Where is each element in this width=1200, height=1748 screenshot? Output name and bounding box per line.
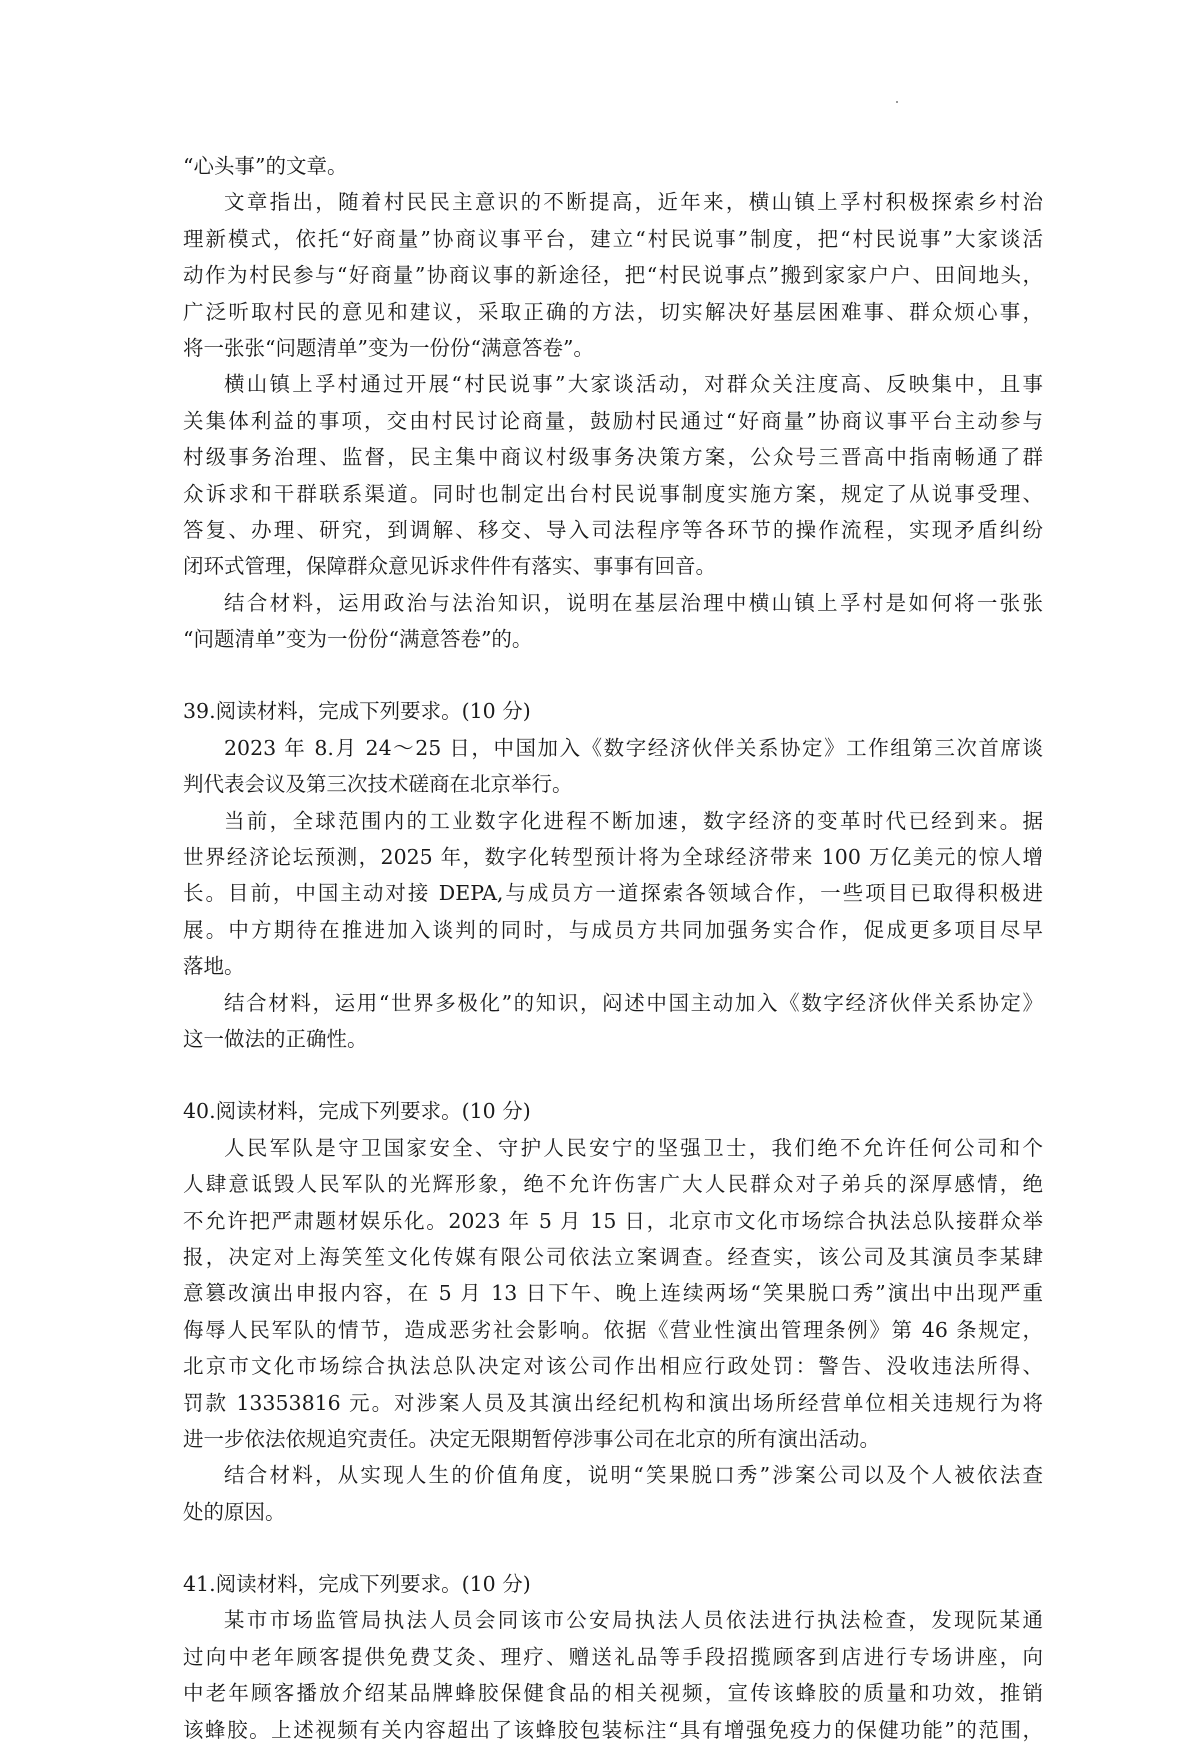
text-line: “问题清单”变为一份份“满意答卷”的。 [183, 627, 533, 652]
text-line: 进一步依法依规追究责任。决定无限期暂停涉事公司在北京的所有演出活动。 [183, 1426, 880, 1451]
question-40 [183, 1093, 1043, 1530]
q38-paragraph-2 [183, 366, 1043, 584]
text-line: 众诉求和干群联系渠道。同时也制定出台村民说事制度实施方案，规定了从说事受理、 [183, 481, 1043, 506]
question-heading: 40.阅读材料，完成下列要求。(10 分) [183, 1099, 531, 1124]
text-line: 侮辱人民军队的情节，造成恶劣社会影响。依据《营业性演出管理条例》第 46 条规定， [183, 1317, 1043, 1342]
exam-page [183, 148, 1043, 1748]
q38-paragraph-1 [183, 184, 1043, 366]
text-line: 动作为村民参与“好商量”协商议事的新途径，把“村民说事点”搬到家家户户、田间地头， [183, 263, 1043, 288]
text-line: 关集体利益的事项，交由村民讨论商量，鼓励村民通过“好商量”协商议事平台主动参与 [183, 408, 1043, 433]
text-line: 落地。 [183, 954, 245, 979]
text-line: 2023 年 8.月 24～25 日，中国加入《数字经济伙伴关系协定》工作组第三次首席谈 [224, 735, 1043, 760]
question-39 [183, 693, 1043, 1057]
text-line: 北京市文化市场综合执法总队决定对该公司作出相应行政处罚：警告、没收违法所得、 [183, 1354, 1043, 1379]
text-line: 结合材料，运用政治与法治知识，说明在基层治理中横山镇上孚村是如何将一张张 [224, 590, 1043, 615]
text-line: 报，决定对上海笑笙文化传媒有限公司依法立案调查。经查实，该公司及其演员李某肆 [183, 1244, 1043, 1269]
question-41 [183, 1566, 1043, 1748]
text-line: 某市市场监管局执法人员会同该市公安局执法人员依法进行执法检查，发现阮某通 [224, 1608, 1043, 1633]
text-line: 答复、办理、研究，到调解、移交、导入司法程序等各环节的操作流程，实现矛盾纠纷 [183, 517, 1043, 542]
text-line: 处的原因。 [183, 1499, 286, 1524]
question-heading: 39.阅读材料，完成下列要求。(10 分) [183, 699, 531, 724]
text-line: 村级事务治理、监督，民主集中商议村级事务决策方案，公众号三晋高中指南畅通了群 [183, 445, 1043, 470]
text-line: 文章指出，随着村民民主意识的不断提高，近年来，横山镇上孚村积极探索乡村治 [224, 190, 1043, 215]
section-gap [183, 1530, 1043, 1566]
text-line: 不允许把严肃题材娱乐化。2023 年 5 月 15 日，北京市文化市场综合执法总队接群众举 [183, 1208, 1043, 1233]
text-line: 中老年顾客播放介绍某品牌蜂胶保健食品的相关视频，宣传该蜂胶的质量和功效，推销 [183, 1681, 1043, 1706]
q38-question [183, 585, 1043, 658]
text-line: 结合材料，运用“世界多极化”的知识，闷述中国主动加入《数字经济伙伴关系协定》 [224, 990, 1043, 1015]
text-line: 该蜂胶。上述视频有关内容超出了该蜂胶包装标注“具有增强免疫力的保健功能”的范围， [183, 1717, 1043, 1742]
text-line: 这一做法的正确性。 [183, 1026, 368, 1051]
text-line: 将一张张“问题清单”变为一份份“满意答卷”。 [183, 335, 594, 360]
text-line: 罚款 13353816 元。对涉案人员及其演出经纪机构和演出场所经营单位相关违规行为将 [183, 1390, 1043, 1415]
section-gap [183, 657, 1043, 693]
text-line: 结合材料，从实现人生的价值角度，说明“笑果脱口秀”涉案公司以及个人被依法查 [224, 1463, 1043, 1488]
scan-speck [896, 101, 898, 103]
text-line: 判代表会议及第三次技术磋商在北京举行。 [183, 772, 573, 797]
text-line: 广泛听取村民的意见和建议，采取正确的方法，切实解决好基层困难事、群众烦心事， [183, 299, 1043, 324]
text-line: “心头事”的文章。 [183, 154, 348, 178]
section-gap [183, 1057, 1043, 1093]
text-line: 长。目前，中国主动对接 DEPA,与成员方一道探索各领域合作，一些项目已取得积极进 [183, 881, 1043, 906]
text-line: 人民军队是守卫国家安全、守护人民安宁的坚强卫士，我们绝不允许任何公司和个 [224, 1135, 1043, 1160]
question-heading: 41.阅读材料，完成下列要求。(10 分) [183, 1572, 531, 1597]
q38-continuation [183, 148, 1043, 184]
text-line: 世界经济论坛预测，2025 年，数字化转型预计将为全球经济带来 100 万亿美元的惊人增 [183, 845, 1043, 870]
text-line: 人肆意诋毁人民军队的光辉形象，绝不允许伤害广大人民群众对子弟兵的深厚感情，绝 [183, 1172, 1043, 1197]
text-line: 过向中老年顾客提供免费艾灸、理疗、赠送礼品等手段招揽顾客到店进行专场讲座，向 [183, 1644, 1043, 1669]
text-line: 展。中方期待在推进加入谈判的同时，与成员方共同加强务实合作，促成更多项目尽早 [183, 917, 1043, 942]
text-line: 理新模式，依托“好商量”协商议事平台，建立“村民说事”制度，把“村民说事”大家谈活 [183, 226, 1043, 251]
text-line: 横山镇上孚村通过开展“村民说事”大家谈活动，对群众关注度高、反映集中，且事 [224, 372, 1043, 397]
text-line: 当前，全球范围内的工业数字化进程不断加速，数字经济的变革时代已经到来。据 [224, 808, 1043, 833]
text-line: 意篡改演出申报内容，在 5 月 13 日下午、晚上连续两场“笑果脱口秀”演出中出现严重 [183, 1281, 1043, 1306]
text-line: 闭环式管理，保障群众意见诉求件件有落实、事事有回音。 [183, 554, 716, 579]
